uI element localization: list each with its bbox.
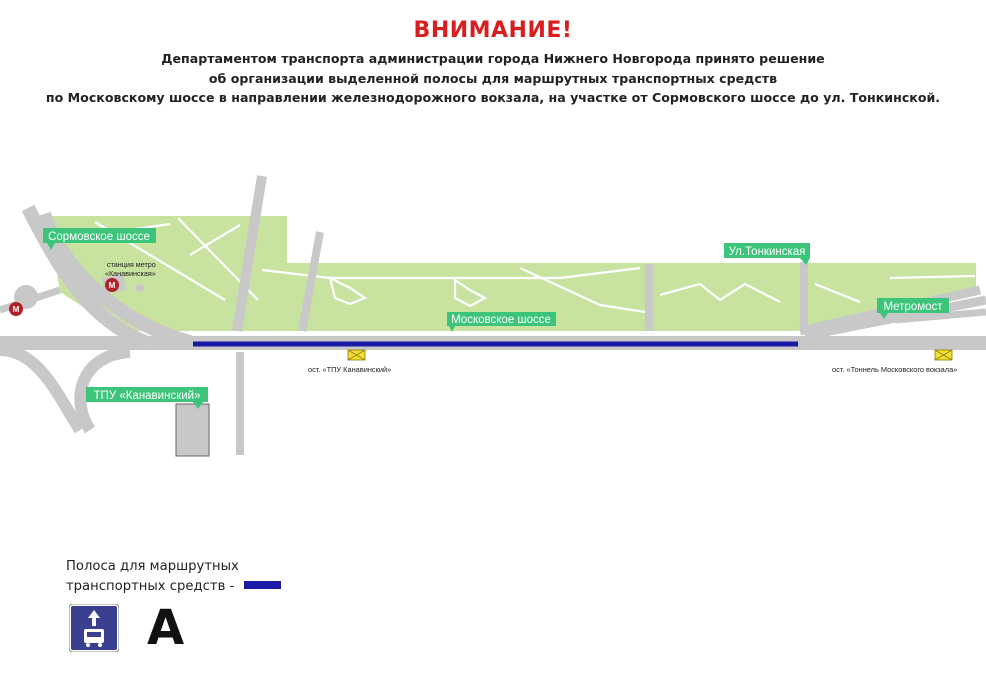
svg-text:ТПУ «Канавинский»: ТПУ «Канавинский»	[93, 390, 201, 402]
notice-line: по Московскому шоссе в направлении железнодорожного вокзала, на участке от Сормовского шоссе до ул. Тонкинской.	[45, 90, 941, 105]
metro-icon	[105, 278, 119, 292]
notice-line: об организации выделенной полосы для маршрутных транспортных средств	[208, 70, 778, 86]
bus-stop-label-tpu: ост. «ТПУ Канавинский»	[308, 365, 392, 374]
metro-icon	[9, 302, 23, 316]
tpu-building	[176, 404, 209, 456]
bus-stop-icon	[935, 350, 952, 360]
svg-text:Сормовское шоссе: Сормовское шоссе	[48, 231, 150, 243]
svg-text:М: М	[108, 281, 116, 290]
svg-text:Ул.Тонкинская: Ул.Тонкинская	[728, 246, 806, 258]
label-ul-tonkinskaya	[724, 243, 810, 265]
bus-stop-icon	[348, 350, 365, 360]
svg-text:Московское шоссе: Московское шоссе	[451, 314, 551, 326]
legend-line: Полоса для маршрутных	[66, 559, 239, 574]
svg-text:Метромост: Метромост	[883, 301, 943, 313]
legend-line: транспортных средств -	[66, 579, 235, 594]
notice-line: Департаментом транспорта администрации города Нижнего Новгорода принято решение	[161, 51, 825, 66]
metro-dot	[136, 284, 144, 292]
legend-bus-lane-swatch	[244, 581, 281, 589]
svg-text:М: М	[12, 305, 20, 314]
metro-station-label: «Канавинская»	[105, 269, 156, 278]
bus-stop-label-tunnel: ост. «Тоннель Московского вокзала»	[832, 365, 958, 374]
notice-title: ВНИМАНИЕ!	[413, 18, 573, 43]
lane-letter-a: А	[147, 600, 185, 656]
metro-station-label: станция метро	[107, 260, 156, 269]
legend	[66, 557, 239, 597]
bus-lane-sign-icon	[69, 604, 119, 652]
